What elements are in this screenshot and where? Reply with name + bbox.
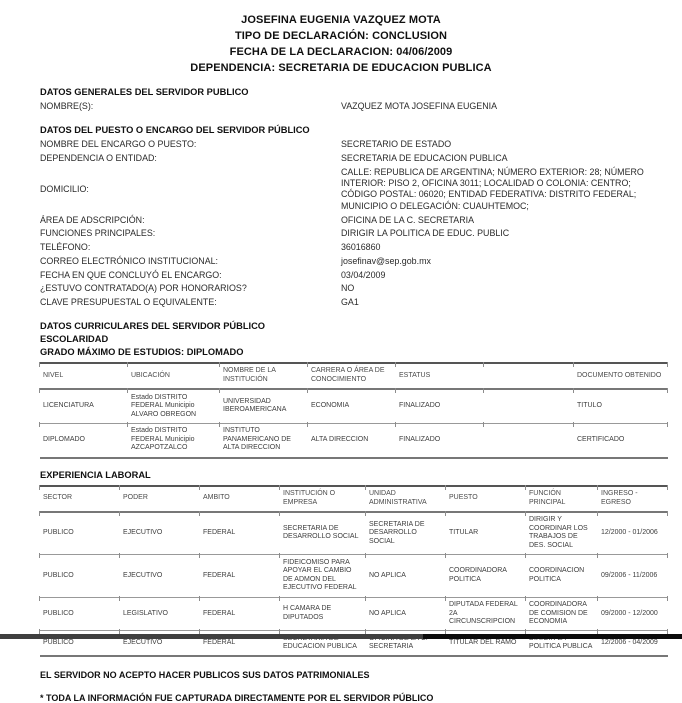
cell-funcion: COORDINADORA DE COMISION DE ECONOMIA (526, 597, 598, 631)
escolaridad-row (40, 389, 668, 423)
field-value: OFICINA DE LA C. SECRETARIA (341, 214, 474, 225)
cell-ambito: FEDERAL (200, 631, 280, 657)
cell-poder: EJECUTIVO (120, 631, 200, 657)
field-value: SECRETARIA DE EDUCACION PUBLICA (341, 152, 508, 163)
col-header-institucion: NOMBRE DE LA INSTITUCIÓN (220, 363, 308, 389)
cell-unidad: SECRETARIA (366, 631, 446, 657)
cell-institucion: EDUCACION PUBLICA (280, 631, 366, 657)
field-label: TELÉFONO: (40, 242, 91, 253)
cell-puesto: TITULAR DEL RAMO (446, 631, 526, 657)
cell-documento: TITULO (574, 389, 668, 423)
cell-periodo: 12/2006 - 04/2009 (598, 631, 668, 657)
field-label: NOMBRE(S): (40, 101, 94, 112)
field-label: NOMBRE DEL ENCARGO O PUESTO: (40, 138, 197, 149)
cell-ubicacion: Estado DISTRITO FEDERAL Municipio ALVARO OBREGON (128, 389, 220, 423)
section-datos-puesto (40, 125, 668, 310)
field-correo (40, 255, 668, 269)
declaration-dependency: DEPENDENCIA: SECRETARIA DE EDUCACION PUBLICA (190, 62, 492, 74)
cell-poder: LEGISLATIVO (120, 597, 200, 631)
cell-sector: PUBLICO (40, 631, 120, 657)
field-label: FUNCIONES PRINCIPALES: (40, 228, 156, 239)
field-value: VAZQUEZ MOTA JOSEFINA EUGENIA (341, 101, 497, 112)
cell-funcion: POLITICA PUBLICA (526, 631, 598, 657)
field-label: ÁREA DE ADSCRIPCIÓN: (40, 214, 145, 225)
declaration-type: TIPO DE DECLARACIÓN: CONCLUSION (234, 30, 448, 42)
cell-ambito: FEDERAL (200, 555, 280, 597)
cell-empty (484, 423, 574, 457)
section-title-datos-generales: DATOS GENERALES DEL SERVIDOR PUBLICO (40, 87, 249, 97)
field-telefono (40, 241, 668, 255)
field-value: DIRIGIR LA POLITICA DE EDUC. PUBLIC (341, 228, 510, 239)
col-header-poder: PODER (120, 486, 200, 512)
field-nombre (40, 100, 668, 114)
patrimonial-notice: EL SERVIDOR NO ACEPTO HACER PUBLICOS SUS DATOS PATRIMONIALES (40, 670, 370, 681)
col-header-empty (484, 363, 574, 389)
escolaridad-row (40, 423, 668, 457)
cell-empty (484, 389, 574, 423)
experiencia-row (40, 555, 668, 597)
field-value: 36016860 (341, 242, 381, 253)
section-title-datos-curriculares: DATOS CURRICULARES DEL SERVIDOR PÚBLICO (40, 320, 266, 331)
cell-sector: PUBLICO (40, 512, 120, 555)
col-header-ingreso-egreso: INGRESO - EGRESO (598, 486, 668, 512)
col-header-funcion: FUNCIÓN PRINCIPAL (526, 486, 598, 512)
col-header-ambito: AMBITO (200, 486, 280, 512)
cell-institucion: INSTITUTO PANAMERICANO DE ALTA DIRECCION (220, 423, 308, 457)
cell-estatus: FINALIZADO (396, 423, 484, 457)
bottom-edge-bar (0, 634, 682, 639)
cell-periodo: 09/2006 - 11/2006 (598, 555, 668, 597)
cell-carrera: ALTA DIRECCION (308, 423, 396, 457)
field-value: SECRETARIO DE ESTADO (341, 138, 452, 149)
experiencia-row (40, 512, 668, 555)
field-label: ¿ESTUVO CONTRATADO(A) POR HONORARIOS? (40, 283, 247, 294)
cell-institucion: FIDEICOMISO PARA APOYAR EL CAMBIO DE ADMON DEL EJECUTIVO FEDERAL (280, 555, 366, 597)
field-clave-presupuestal (40, 296, 668, 310)
cell-periodo: 09/2000 - 12/2000 (598, 597, 668, 631)
cell-nivel: LICENCIATURA (40, 389, 128, 423)
field-label: FECHA EN QUE CONCLUYÓ EL ENCARGO: (40, 269, 222, 280)
col-header-ubicacion: UBICACIÓN (128, 363, 220, 389)
field-value: 03/04/2009 (341, 269, 386, 280)
field-domicilio (40, 165, 668, 213)
cell-ambito: FEDERAL (200, 597, 280, 631)
cell-carrera: ECONOMIA (308, 389, 396, 423)
section-title-datos-puesto: DATOS DEL PUESTO O ENCARGO DEL SERVIDOR PÚBLICO (40, 124, 310, 135)
col-header-documento: DOCUMENTO OBTENIDO (574, 363, 668, 389)
field-value: NO (341, 283, 355, 294)
cell-unidad: NO APLICA (366, 597, 446, 631)
cell-poder: EJECUTIVO (120, 512, 200, 555)
col-header-sector: SECTOR (40, 486, 120, 512)
cell-poder: EJECUTIVO (120, 555, 200, 597)
experiencia-table (40, 485, 668, 658)
cell-puesto: DIPUTADA FEDERAL 2A CIRCUNSCRIPCION (446, 597, 526, 631)
section-datos-generales (40, 87, 668, 114)
field-label: CORREO ELECTRÓNICO INSTITUCIONAL: (40, 255, 219, 266)
col-header-nivel: NIVEL (40, 363, 128, 389)
escolaridad-header-row (40, 363, 668, 389)
document-header (0, 12, 682, 76)
capture-notice: * TODA LA INFORMACIÓN FUE CAPTURADA DIRECTAMENTE POR EL SERVIDOR PÚBLICO (40, 693, 434, 703)
col-header-estatus: ESTATUS (396, 363, 484, 389)
col-header-institucion-empresa: INSTITUCIÓN O EMPRESA (280, 486, 366, 512)
cell-documento: CERTIFICADO (574, 423, 668, 457)
col-header-puesto: PUESTO (446, 486, 526, 512)
cell-sector: PUBLICO (40, 555, 120, 597)
cell-unidad: NO APLICA (366, 555, 446, 597)
cell-institucion: UNIVERSIDAD IBEROAMERICANA (220, 389, 308, 423)
cell-institucion: SECRETARIA DE DESARROLLO SOCIAL (280, 512, 366, 555)
field-label: CLAVE PRESUPUESTAL O EQUIVALENTE: (40, 297, 217, 308)
col-header-unidad: UNIDAD ADMINISTRATIVA (366, 486, 446, 512)
cell-estatus: FINALIZADO (396, 389, 484, 423)
subtitle-escolaridad: ESCOLARIDAD (40, 333, 109, 344)
field-fecha-conclusion (40, 268, 668, 282)
section-title-experiencia: EXPERIENCIA LABORAL (40, 469, 151, 480)
section-experiencia (40, 470, 668, 658)
field-label: DOMICILIO: (40, 183, 89, 194)
cell-institucion: H CAMARA DE DIPUTADOS (280, 597, 366, 631)
cell-unidad: SECRETARIA DE DESARROLLO SOCIAL (366, 512, 446, 555)
col-header-carrera: CARRERA O ÁREA DE CONOCIMIENTO (308, 363, 396, 389)
escolaridad-table (40, 362, 668, 459)
grado-maximo: GRADO MÁXIMO DE ESTUDIOS: DIPLOMADO (40, 346, 244, 357)
section-datos-curriculares (40, 321, 668, 459)
cell-funcion: DIRIGIR Y COORDINAR LOS TRABAJOS DE DES. SOCIAL (526, 512, 598, 555)
field-honorarios (40, 282, 668, 296)
field-area-adscripcion (40, 213, 668, 227)
field-value: GA1 (341, 297, 359, 308)
experiencia-row (40, 597, 668, 631)
cell-sector: PUBLICO (40, 597, 120, 631)
field-funciones (40, 227, 668, 241)
declarant-name: JOSEFINA EUGENIA VAZQUEZ MOTA (241, 14, 441, 26)
field-dependencia (40, 152, 668, 166)
declaration-date: FECHA DE LA DECLARACION: 04/06/2009 (229, 46, 453, 58)
field-value: josefinav@sep.gob.mx (341, 255, 431, 266)
field-label: DEPENDENCIA O ENTIDAD: (40, 152, 157, 163)
field-value: CALLE: REPUBLICA DE ARGENTINA; NÚMERO EXTERIOR: 28; NÚMERO INTERIOR: PISO 2, OFICINA 3011; LOCALIDAD O COLONIA: CENTRO; CÓDIGO POSTAL: 06020; ENTIDAD FEDERATIVA: DISTRITO FEDERAL; MUNICIPIO O DELEGACIÓN: CUAUHTEMOC; (341, 166, 644, 211)
cell-nivel: DIPLOMADO (40, 423, 128, 457)
cell-puesto: TITULAR (446, 512, 526, 555)
experiencia-header-row (40, 486, 668, 512)
cell-periodo: 12/2000 - 01/2006 (598, 512, 668, 555)
cell-puesto: COORDINADORA POLITICA (446, 555, 526, 597)
cell-funcion: COORDINACION POLITICA (526, 555, 598, 597)
cell-ambito: FEDERAL (200, 512, 280, 555)
field-encargo (40, 138, 668, 152)
cell-ubicacion: Estado DISTRITO FEDERAL Municipio AZCAPOTZALCO (128, 423, 220, 457)
